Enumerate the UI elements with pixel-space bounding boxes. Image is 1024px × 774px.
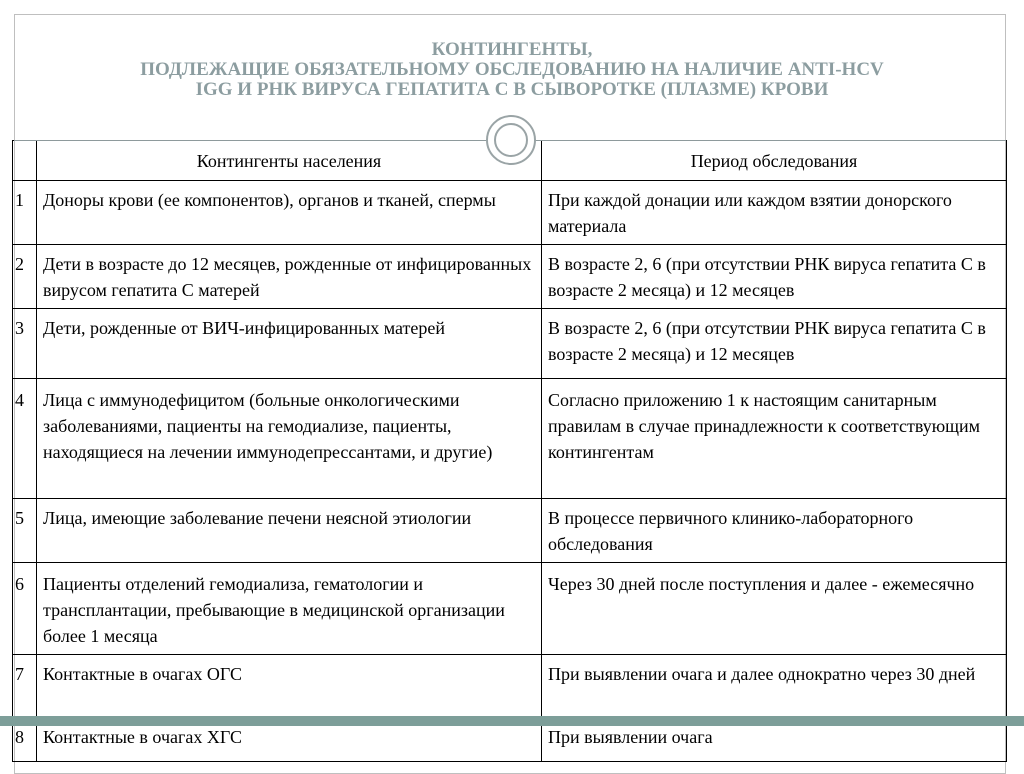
row-contingent: Лица, имеющие заболевание печени неясной этиологии bbox=[37, 499, 542, 563]
row-contingent: Контактные в очагах ХГС bbox=[37, 722, 542, 762]
table-row bbox=[13, 245, 1007, 309]
title-line-1: КОНТИНГЕНТЫ, bbox=[431, 39, 593, 60]
table-row bbox=[13, 379, 1007, 499]
row-contingent: Дети в возрасте до 12 месяцев, рожденные от инфицированных вирусом гепатита С матерей bbox=[37, 245, 542, 309]
title-line-2: ПОДЛЕЖАЩИЕ ОБЯЗАТЕЛЬНОМУ ОБСЛЕДОВАНИЮ НА НАЛИЧИЕ ANTI-HCV bbox=[140, 59, 884, 80]
table-row bbox=[13, 181, 1007, 245]
title-line-3: IGG И РНК ВИРУСА ГЕПАТИТА С В СЫВОРОТКЕ (ПЛАЗМЕ) КРОВИ bbox=[195, 79, 829, 100]
header-period: Период обследования bbox=[542, 141, 1007, 181]
row-number: 1 bbox=[13, 181, 37, 245]
row-period: Через 30 дней после поступления и далее - ежемесячно bbox=[542, 563, 1007, 655]
row-number: 6 bbox=[13, 563, 37, 655]
row-number: 8 bbox=[13, 722, 37, 762]
row-period: В возрасте 2, 6 (при отсутствии РНК вируса гепатита С в возрасте 2 месяца) и 12 месяцев bbox=[542, 245, 1007, 309]
row-number: 7 bbox=[13, 655, 37, 722]
ring-inner-icon bbox=[494, 123, 528, 157]
row-number: 3 bbox=[13, 309, 37, 379]
slide-title bbox=[60, 40, 964, 100]
header-contingent: Контингенты населения bbox=[37, 141, 542, 181]
row-period: Согласно приложению 1 к настоящим санитарным правилам в случае принадлежности к соответствующим контингентам bbox=[542, 379, 1007, 499]
row-period: При выявлении очага bbox=[542, 722, 1007, 762]
row-contingent: Контактные в очагах ОГС bbox=[37, 655, 542, 722]
row-number: 2 bbox=[13, 245, 37, 309]
table-row bbox=[13, 499, 1007, 563]
row-number: 4 bbox=[13, 379, 37, 499]
row-contingent: Лица с иммунодефицитом (больные онкологическими заболеваниями, пациенты на гемодиализе, пациенты, находящиеся на лечении иммунодепрессантами, и другие) bbox=[37, 379, 542, 499]
row-number: 5 bbox=[13, 499, 37, 563]
table-row bbox=[13, 563, 1007, 655]
accent-band bbox=[0, 716, 1024, 726]
row-contingent: Доноры крови (ее компонентов), органов и тканей, спермы bbox=[37, 181, 542, 245]
row-period: В процессе первичного клинико-лабораторного обследования bbox=[542, 499, 1007, 563]
row-period: В возрасте 2, 6 (при отсутствии РНК вируса гепатита С в возрасте 2 месяца) и 12 месяцев bbox=[542, 309, 1007, 379]
table-row bbox=[13, 722, 1007, 762]
table-row bbox=[13, 655, 1007, 722]
row-period: При выявлении очага и далее однократно через 30 дней bbox=[542, 655, 1007, 722]
ring-ornament-icon bbox=[486, 115, 536, 165]
header-number bbox=[13, 141, 37, 181]
row-contingent: Дети, рожденные от ВИЧ-инфицированных матерей bbox=[37, 309, 542, 379]
table-row bbox=[13, 309, 1007, 379]
row-period: При каждой донации или каждом взятии донорского материала bbox=[542, 181, 1007, 245]
contingents-table bbox=[12, 140, 1007, 762]
row-contingent: Пациенты отделений гемодиализа, гематологии и трансплантации, пребывающие в медицинской организации более 1 месяца bbox=[37, 563, 542, 655]
